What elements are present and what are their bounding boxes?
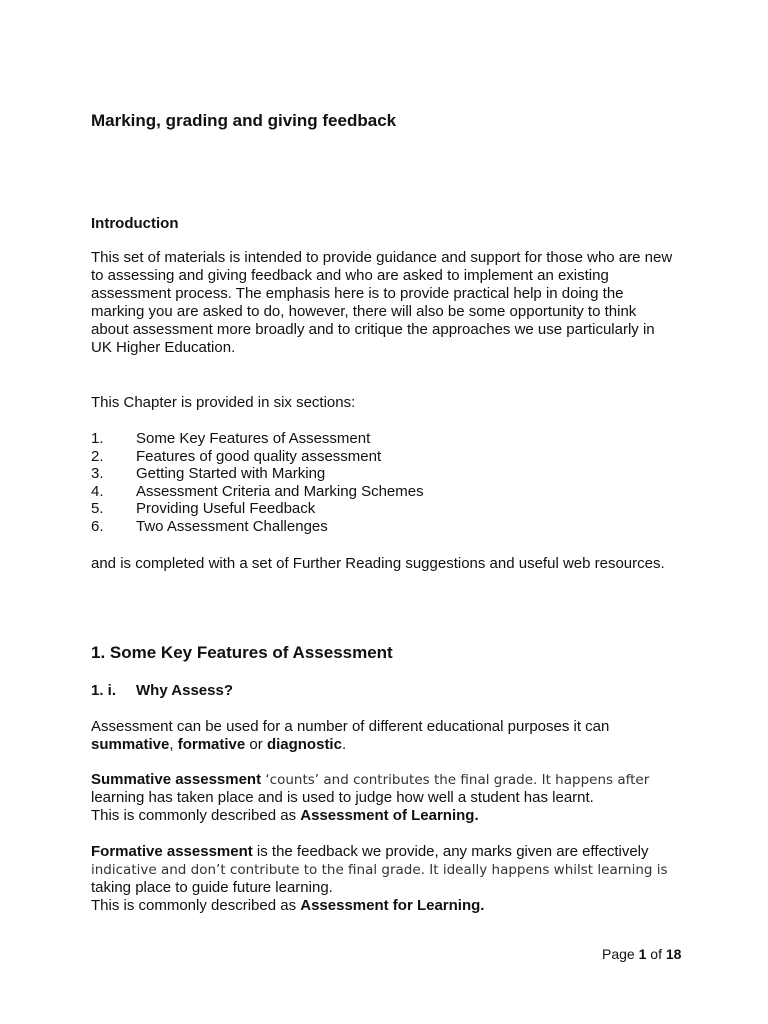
section-number: 5. — [91, 500, 104, 518]
intro-heading: Introduction — [91, 215, 179, 232]
section-label: Features of good quality assessment — [136, 447, 382, 465]
summative-paragraph — [91, 771, 691, 825]
page-word: Page — [602, 946, 639, 962]
intro-line: This set of materials is intended to provide guidance and support for those who are new — [91, 249, 673, 266]
document-title: Marking, grading and giving feedback — [91, 111, 397, 130]
section-label: Providing Useful Feedback — [136, 500, 316, 518]
punctuation: . — [341, 736, 347, 753]
section-list — [91, 430, 424, 536]
formative-paragraph — [91, 843, 691, 915]
section-label: Two Assessment Challenges — [136, 517, 328, 535]
paragraph-line: Assessment can be used for a number of different educational purposes it can — [91, 718, 610, 735]
section-number: 2. — [91, 447, 104, 465]
subsection-title: Why Assess? — [136, 682, 233, 699]
page-of: of — [646, 946, 666, 962]
section-number: 6. — [91, 517, 104, 535]
section-label: Assessment Criteria and Marking Schemes — [136, 482, 424, 500]
description-prefix: This is commonly described as — [91, 807, 301, 824]
current-page: 1 — [638, 946, 647, 962]
paragraph-line: learning has taken place and is used to judge how well a student has learnt. — [91, 789, 594, 806]
completion-text: and is completed with a set of Further Reading suggestions and useful web resources. — [91, 555, 665, 572]
chapter-intro: This Chapter is provided in six sections: — [91, 394, 356, 411]
paragraph-line — [91, 807, 691, 825]
subsection-heading — [91, 682, 233, 700]
section-list-item — [91, 430, 424, 448]
paragraph-line — [91, 736, 691, 754]
paragraph-line — [91, 843, 691, 861]
intro-line: to assessing and giving feedback and who are asked to implement an existing — [91, 267, 609, 284]
paragraph-line: indicative and don’t contribute to the final grade. It ideally happens whilst learning is — [91, 862, 668, 878]
section-list-item — [91, 518, 424, 536]
section-list-item — [91, 500, 424, 518]
section-list-item — [91, 465, 424, 483]
total-pages: 18 — [665, 946, 682, 962]
assessment-purposes-paragraph — [91, 718, 691, 754]
subsection-number: 1. i. — [91, 682, 117, 699]
intro-line: marking you are asked to do, however, there will also be some opportunity to think — [91, 303, 637, 320]
section-label: Getting Started with Marking — [136, 465, 326, 483]
paragraph-line: taking place to guide future learning. — [91, 879, 333, 896]
term-formative: formative — [177, 736, 246, 753]
summative-term: Summative assessment — [91, 771, 262, 788]
description-prefix: This is commonly described as — [91, 897, 301, 914]
term-diagnostic: diagnostic — [266, 736, 342, 753]
summative-label: Assessment of Learning. — [300, 807, 479, 824]
section-label: Some Key Features of Assessment — [136, 430, 371, 447]
conjunction: or — [245, 736, 267, 753]
formative-term: Formative assessment — [91, 843, 253, 860]
section-number: 3. — [91, 465, 104, 483]
formative-label: Assessment for Learning. — [300, 897, 485, 914]
intro-paragraph — [91, 249, 691, 357]
page-number-footer — [602, 945, 681, 963]
paragraph-line — [91, 897, 691, 915]
intro-line: UK Higher Education. — [91, 339, 236, 356]
section-list-item — [91, 483, 424, 501]
section-number: 4. — [91, 482, 104, 500]
term-summative: summative — [91, 736, 170, 753]
section-list-item — [91, 448, 424, 466]
punctuation: , — [169, 736, 178, 753]
section-heading: 1. Some Key Features of Assessment — [91, 643, 393, 662]
paragraph-line — [91, 771, 691, 789]
section-number: 1. — [91, 430, 104, 447]
formative-definition: is the feedback we provide, any marks given are effectively — [252, 843, 649, 860]
intro-line: assessment process. The emphasis here is to provide practical help in doing the — [91, 285, 624, 302]
summative-definition: ‘counts’ and contributes the final grade. It happens after — [261, 772, 650, 788]
intro-line: about assessment more broadly and to critique the approaches we use particularly in — [91, 321, 655, 338]
